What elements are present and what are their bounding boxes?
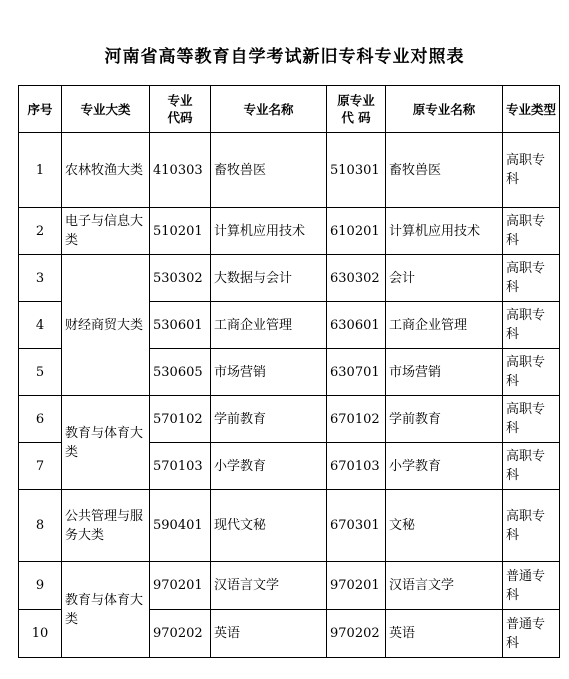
row-category: 教育与体育大类	[62, 562, 150, 658]
row-name: 大数据与会计	[211, 255, 327, 302]
row-idx: 7	[19, 443, 62, 490]
header-name: 专业名称	[211, 86, 327, 133]
row-old-code: 630601	[327, 302, 386, 349]
row-name: 英语	[211, 610, 327, 658]
row-old-name: 汉语言文学	[386, 562, 503, 610]
header-code-line2: 代码	[167, 110, 193, 125]
row-type: 高职专科	[503, 490, 560, 562]
row-type: 高职专科	[503, 349, 560, 396]
row-code: 530601	[150, 302, 211, 349]
row-old-code: 970202	[327, 610, 386, 658]
table-row	[19, 396, 560, 443]
row-code: 530605	[150, 349, 211, 396]
row-category: 电子与信息大类	[62, 208, 150, 255]
table-row	[19, 208, 560, 255]
header-old-code	[327, 86, 386, 133]
row-name: 计算机应用技术	[211, 208, 327, 255]
row-type: 高职专科	[503, 255, 560, 302]
row-old-name: 小学教育	[386, 443, 503, 490]
row-old-name: 文秘	[386, 490, 503, 562]
row-idx: 6	[19, 396, 62, 443]
row-name: 市场营销	[211, 349, 327, 396]
row-code: 590401	[150, 490, 211, 562]
header-idx: 序号	[19, 86, 62, 133]
row-type: 高职专科	[503, 208, 560, 255]
major-comparison-table	[18, 85, 560, 658]
row-code: 570102	[150, 396, 211, 443]
row-code: 970202	[150, 610, 211, 658]
header-code	[150, 86, 211, 133]
row-name: 小学教育	[211, 443, 327, 490]
row-code: 510201	[150, 208, 211, 255]
row-name: 畜牧兽医	[211, 133, 327, 208]
table-header-row	[19, 86, 560, 133]
row-old-code: 510301	[327, 133, 386, 208]
row-old-code: 670102	[327, 396, 386, 443]
row-code: 530302	[150, 255, 211, 302]
row-old-name: 工商企业管理	[386, 302, 503, 349]
header-old-code-line1: 原专业	[337, 93, 375, 108]
row-idx: 10	[19, 610, 62, 658]
row-category: 公共管理与服务大类	[62, 490, 150, 562]
row-old-code: 610201	[327, 208, 386, 255]
row-old-code: 670301	[327, 490, 386, 562]
table-row	[19, 490, 560, 562]
row-type: 高职专科	[503, 443, 560, 490]
row-type: 高职专科	[503, 396, 560, 443]
header-code-line1: 专业	[167, 93, 193, 108]
row-code: 570103	[150, 443, 211, 490]
row-idx: 3	[19, 255, 62, 302]
row-type: 高职专科	[503, 302, 560, 349]
row-category: 财经商贸大类	[62, 255, 150, 396]
table-row	[19, 255, 560, 302]
header-old-name: 原专业名称	[386, 86, 503, 133]
header-type: 专业类型	[503, 86, 560, 133]
row-old-name: 学前教育	[386, 396, 503, 443]
row-type: 普通专科	[503, 562, 560, 610]
row-old-name: 英语	[386, 610, 503, 658]
row-code: 410303	[150, 133, 211, 208]
table-row	[19, 562, 560, 610]
row-old-code: 630302	[327, 255, 386, 302]
row-name: 学前教育	[211, 396, 327, 443]
row-name: 工商企业管理	[211, 302, 327, 349]
row-category: 教育与体育大类	[62, 396, 150, 490]
table-row	[19, 133, 560, 208]
row-type: 普通专科	[503, 610, 560, 658]
header-old-code-line2: 代 码	[341, 110, 371, 125]
row-idx: 8	[19, 490, 62, 562]
row-old-code: 630701	[327, 349, 386, 396]
row-old-name: 市场营销	[386, 349, 503, 396]
row-old-code: 970201	[327, 562, 386, 610]
row-idx: 9	[19, 562, 62, 610]
row-idx: 4	[19, 302, 62, 349]
row-old-name: 计算机应用技术	[386, 208, 503, 255]
row-category: 农林牧渔大类	[62, 133, 150, 208]
row-old-name: 会计	[386, 255, 503, 302]
row-old-name: 畜牧兽医	[386, 133, 503, 208]
row-type: 高职专科	[503, 133, 560, 208]
row-idx: 1	[19, 133, 62, 208]
row-code: 970201	[150, 562, 211, 610]
row-name: 现代文秘	[211, 490, 327, 562]
header-category: 专业大类	[62, 86, 150, 133]
row-idx: 2	[19, 208, 62, 255]
row-old-code: 670103	[327, 443, 386, 490]
row-idx: 5	[19, 349, 62, 396]
page-title: 河南省高等教育自学考试新旧专科专业对照表	[104, 47, 465, 67]
row-name: 汉语言文学	[211, 562, 327, 610]
